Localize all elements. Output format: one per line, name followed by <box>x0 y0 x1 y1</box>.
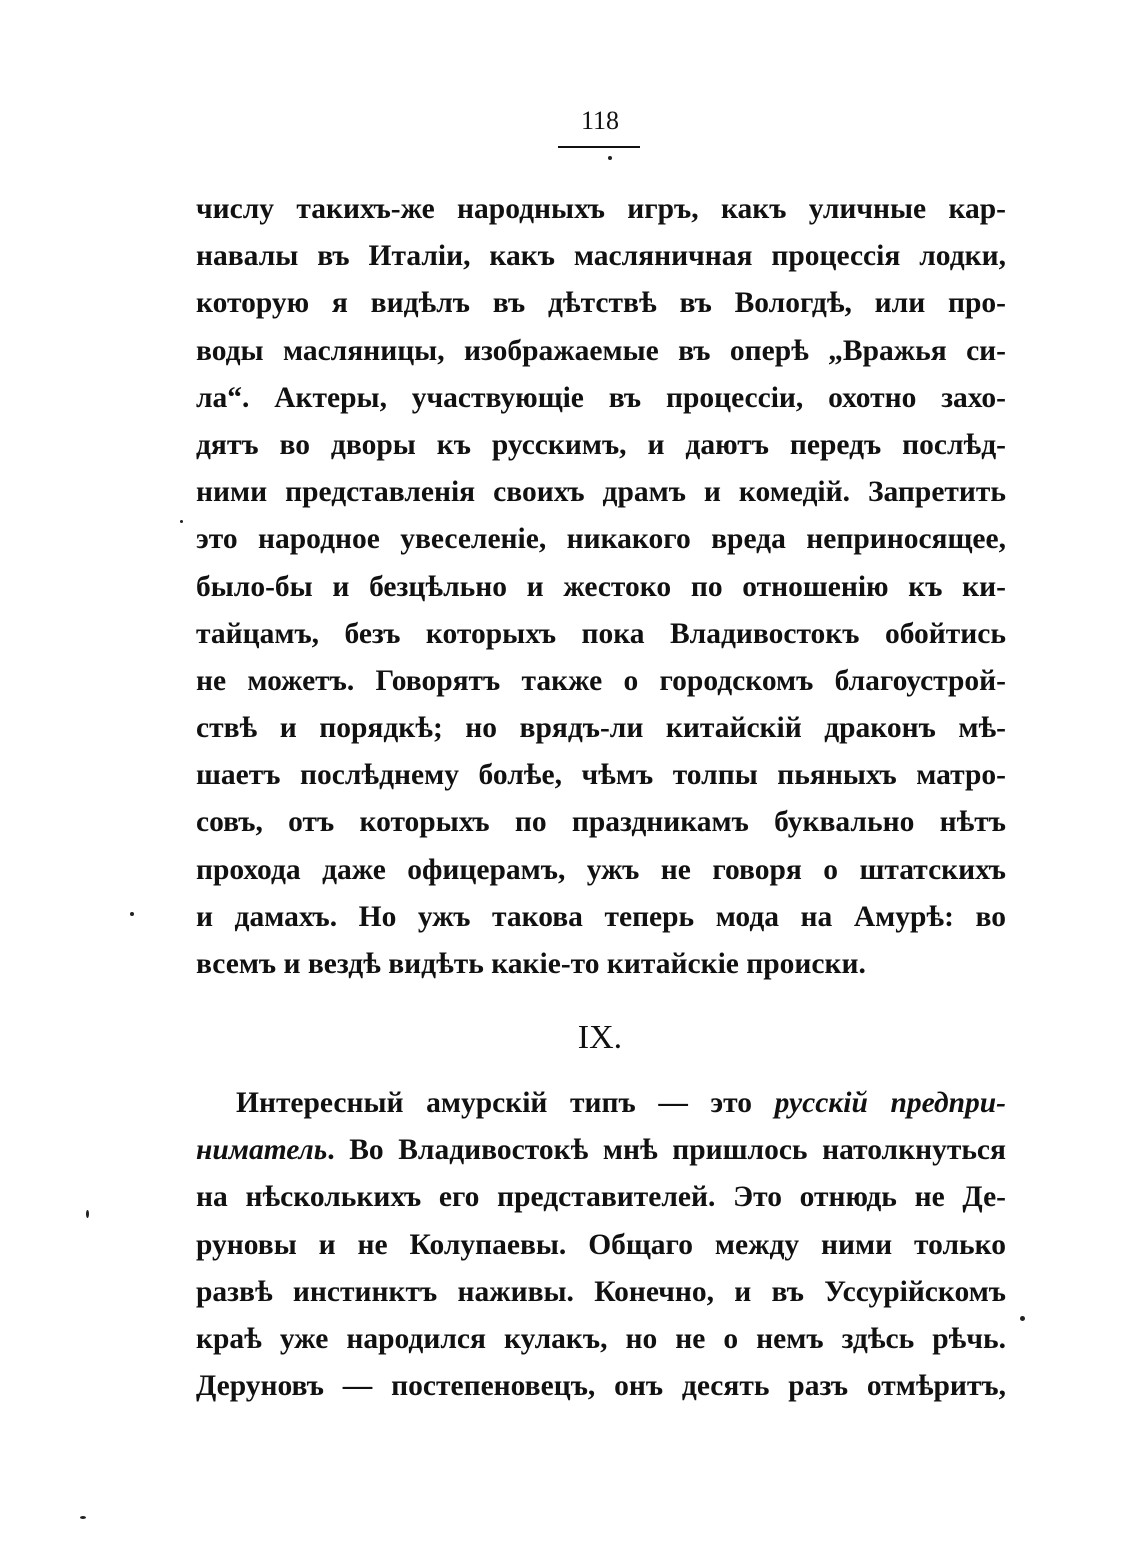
text-line: дятъ во дворы къ русскимъ, и даютъ передъ послѣд- <box>196 428 1006 461</box>
text-line: шаетъ послѣднему болѣе, чѣмъ толпы пьяныхъ матро- <box>196 759 1006 792</box>
scan-speck <box>608 156 612 160</box>
page-number: 118 <box>580 106 620 135</box>
text-line: краѣ уже народился кулакъ, но не о немъ здѣсь рѣчь. <box>196 1322 1006 1355</box>
text-line: всемъ и вездѣ видѣть какіе-то китайскіе происки. <box>196 948 866 980</box>
text-line: руновы и не Колупаевы. Общаго между ними только <box>196 1228 1006 1261</box>
text-line <box>196 1080 1006 1127</box>
text-line: на нѣсколькихъ его представителей. Это отнюдь не Де- <box>196 1181 1006 1214</box>
text-line: воды масляницы, изображаемые въ оперѣ „Вражья си- <box>196 334 1006 367</box>
text-line: и дамахъ. Но ужъ такова теперь мода на Амурѣ: во <box>196 900 1006 933</box>
text-line: прохода даже офицерамъ, ужъ не говоря о штатскихъ <box>196 853 1006 886</box>
text-line: ними представленія своихъ драмъ и комедій. Запретить <box>196 476 1006 509</box>
text-line: не можетъ. Говорятъ также о городскомъ благоустрой- <box>196 664 1006 697</box>
text-line: числу такихъ-же народныхъ игръ, какъ уличные кар- <box>196 193 1006 225</box>
scan-speck <box>86 1210 89 1218</box>
text-line: ла“. Актеры, участвующіе въ процессіи, охотно захо- <box>196 381 1006 414</box>
scan-speck <box>130 912 134 916</box>
text-line: было-бы и безцѣльно и жестоко по отношенію къ ки- <box>196 570 1006 603</box>
text-line: тайцамъ, безъ которыхъ пока Владивостокъ обойтись <box>196 617 1006 650</box>
text-run: . Во Владивостокѣ мнѣ пришлось натолкнуться <box>327 1134 1006 1167</box>
text-line: Деруновъ — постепеновецъ, онъ десять разъ отмѣритъ, <box>196 1370 1006 1403</box>
text-line <box>196 1127 1006 1174</box>
text-line: это народное увеселеніе, никакого вреда неприносящее, <box>196 523 1006 556</box>
scan-speck <box>180 520 183 523</box>
italic-term: ниматель <box>196 1134 328 1167</box>
page-number-rule <box>558 146 640 148</box>
scan-speck <box>80 1516 86 1519</box>
chapter-heading: IX. <box>577 1019 623 1056</box>
scan-speck <box>1020 1316 1025 1321</box>
text-line: ствѣ и порядкѣ; но врядъ-ли китайскій драконъ мѣ- <box>196 712 1006 745</box>
text-line: которую я видѣлъ въ дѣтствѣ въ Вологдѣ, или про- <box>196 287 1006 320</box>
paragraph-1 <box>196 186 1006 988</box>
text-line: совъ, отъ которыхъ по праздникамъ буквально нѣтъ <box>196 806 1006 839</box>
paragraph-2 <box>196 1080 1006 1410</box>
italic-term: русскій предпри- <box>774 1087 1006 1119</box>
text-run: Интересный амурскій типъ — это <box>236 1087 775 1119</box>
text-line: навалы въ Италіи, какъ масляничная процессія лодки, <box>196 240 1006 273</box>
text-line: развѣ инстинктъ наживы. Конечно, и въ Уссурійскомъ <box>196 1275 1006 1308</box>
